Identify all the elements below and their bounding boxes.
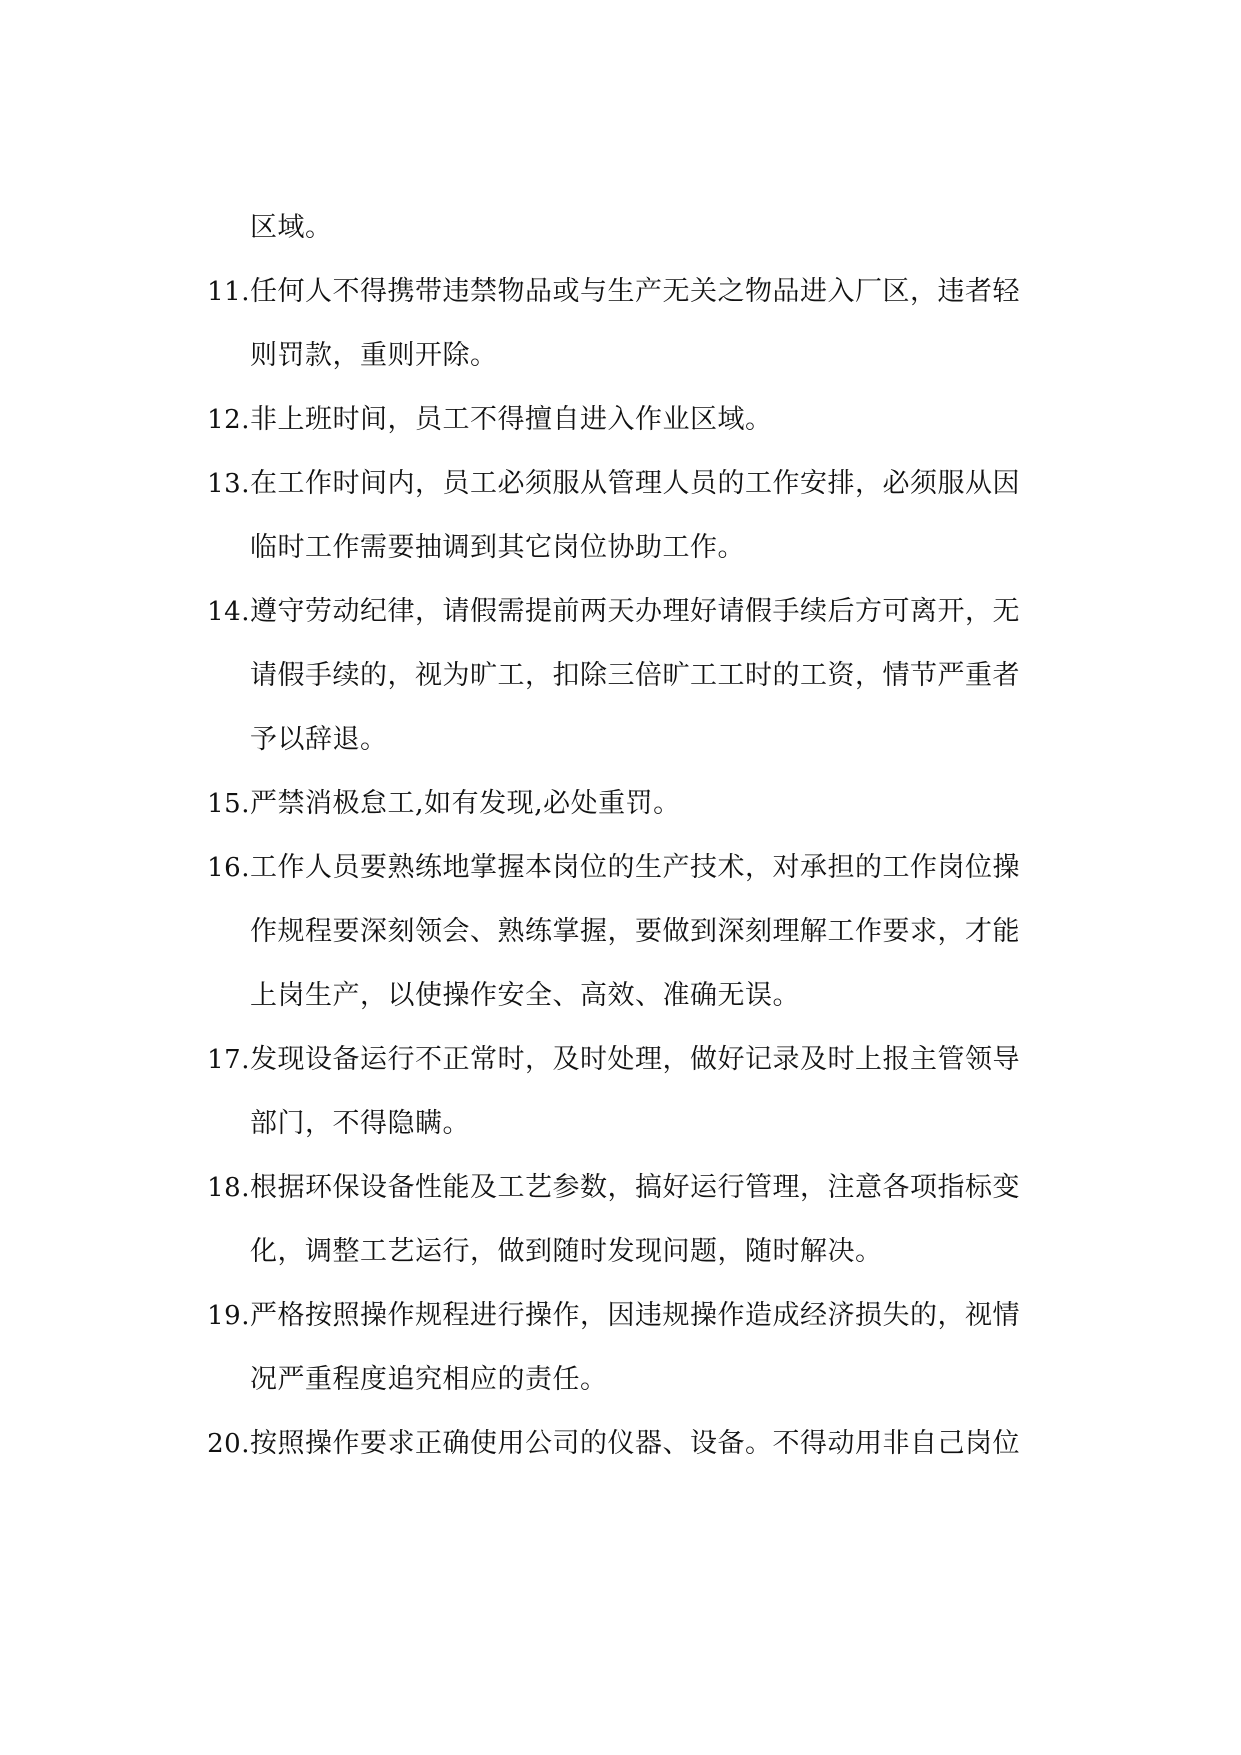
item-text: 则罚款，重则开除。 (250, 340, 498, 371)
item-number: 20. (207, 1429, 250, 1459)
list-item-18-continuation (207, 1220, 1067, 1284)
item-text: 严禁消极怠工,如有发现,必处重罚。 (250, 788, 681, 819)
item-text: 况严重程度追究相应的责任。 (250, 1364, 608, 1395)
item-text: 在工作时间内，员工必须服从管理人员的工作安排，必须服从因 (250, 468, 1020, 499)
list-item-11 (207, 260, 1067, 324)
list-item-14-continuation (207, 708, 1067, 772)
item-text: 部门，不得隐瞒。 (250, 1108, 470, 1139)
item-text: 化，调整工艺运行，做到随时发现问题，随时解决。 (250, 1236, 883, 1267)
list-item-13 (207, 452, 1067, 516)
list-item-16-continuation (207, 964, 1067, 1028)
item-text: 遵守劳动纪律，请假需提前两天办理好请假手续后方可离开，无 (250, 596, 1020, 627)
item-text: 予以辞退。 (250, 724, 388, 755)
list-item-13-continuation (207, 516, 1067, 580)
list-item-19 (207, 1284, 1067, 1348)
item-text: 任何人不得携带违禁物品或与生产无关之物品进入厂区，违者轻 (250, 276, 1020, 307)
item-number: 19. (207, 1301, 250, 1331)
document-body (207, 196, 1067, 1476)
item-text: 根据环保设备性能及工艺参数，搞好运行管理，注意各项指标变 (250, 1172, 1020, 1203)
item-number: 12. (207, 405, 250, 435)
list-item-15 (207, 772, 1067, 836)
item-number: 14. (207, 597, 250, 627)
item-number: 11. (207, 277, 250, 307)
item-text: 工作人员要熟练地掌握本岗位的生产技术，对承担的工作岗位操 (250, 852, 1020, 883)
item-number: 17. (207, 1045, 250, 1075)
list-item-20 (207, 1412, 1067, 1476)
list-item-12 (207, 388, 1067, 452)
continuation-line (207, 196, 1067, 260)
item-text: 按照操作要求正确使用公司的仪器、设备。不得动用非自己岗位 (250, 1428, 1020, 1459)
item-text: 作规程要深刻领会、熟练掌握，要做到深刻理解工作要求，才能 (250, 916, 1020, 947)
list-item-19-continuation (207, 1348, 1067, 1412)
item-number: 15. (207, 789, 250, 819)
list-item-17-continuation (207, 1092, 1067, 1156)
item-number: 18. (207, 1173, 250, 1203)
item-text: 上岗生产，以使操作安全、高效、准确无误。 (250, 980, 800, 1011)
item-text: 临时工作需要抽调到其它岗位协助工作。 (250, 532, 745, 563)
item-text: 请假手续的，视为旷工，扣除三倍旷工工时的工资，情节严重者 (250, 660, 1020, 691)
list-item-16 (207, 836, 1067, 900)
item-text: 严格按照操作规程进行操作，因违规操作造成经济损失的，视情 (250, 1300, 1020, 1331)
item-number: 13. (207, 469, 250, 499)
list-item-18 (207, 1156, 1067, 1220)
list-item-11-continuation (207, 324, 1067, 388)
item-number: 16. (207, 853, 250, 883)
list-item-14 (207, 580, 1067, 644)
item-text: 发现设备运行不正常时，及时处理，做好记录及时上报主管领导 (250, 1044, 1020, 1075)
list-item-17 (207, 1028, 1067, 1092)
list-item-14-continuation (207, 644, 1067, 708)
list-item-16-continuation (207, 900, 1067, 964)
item-text: 非上班时间，员工不得擅自进入作业区域。 (250, 404, 773, 435)
continuation-text: 区域。 (250, 212, 333, 243)
